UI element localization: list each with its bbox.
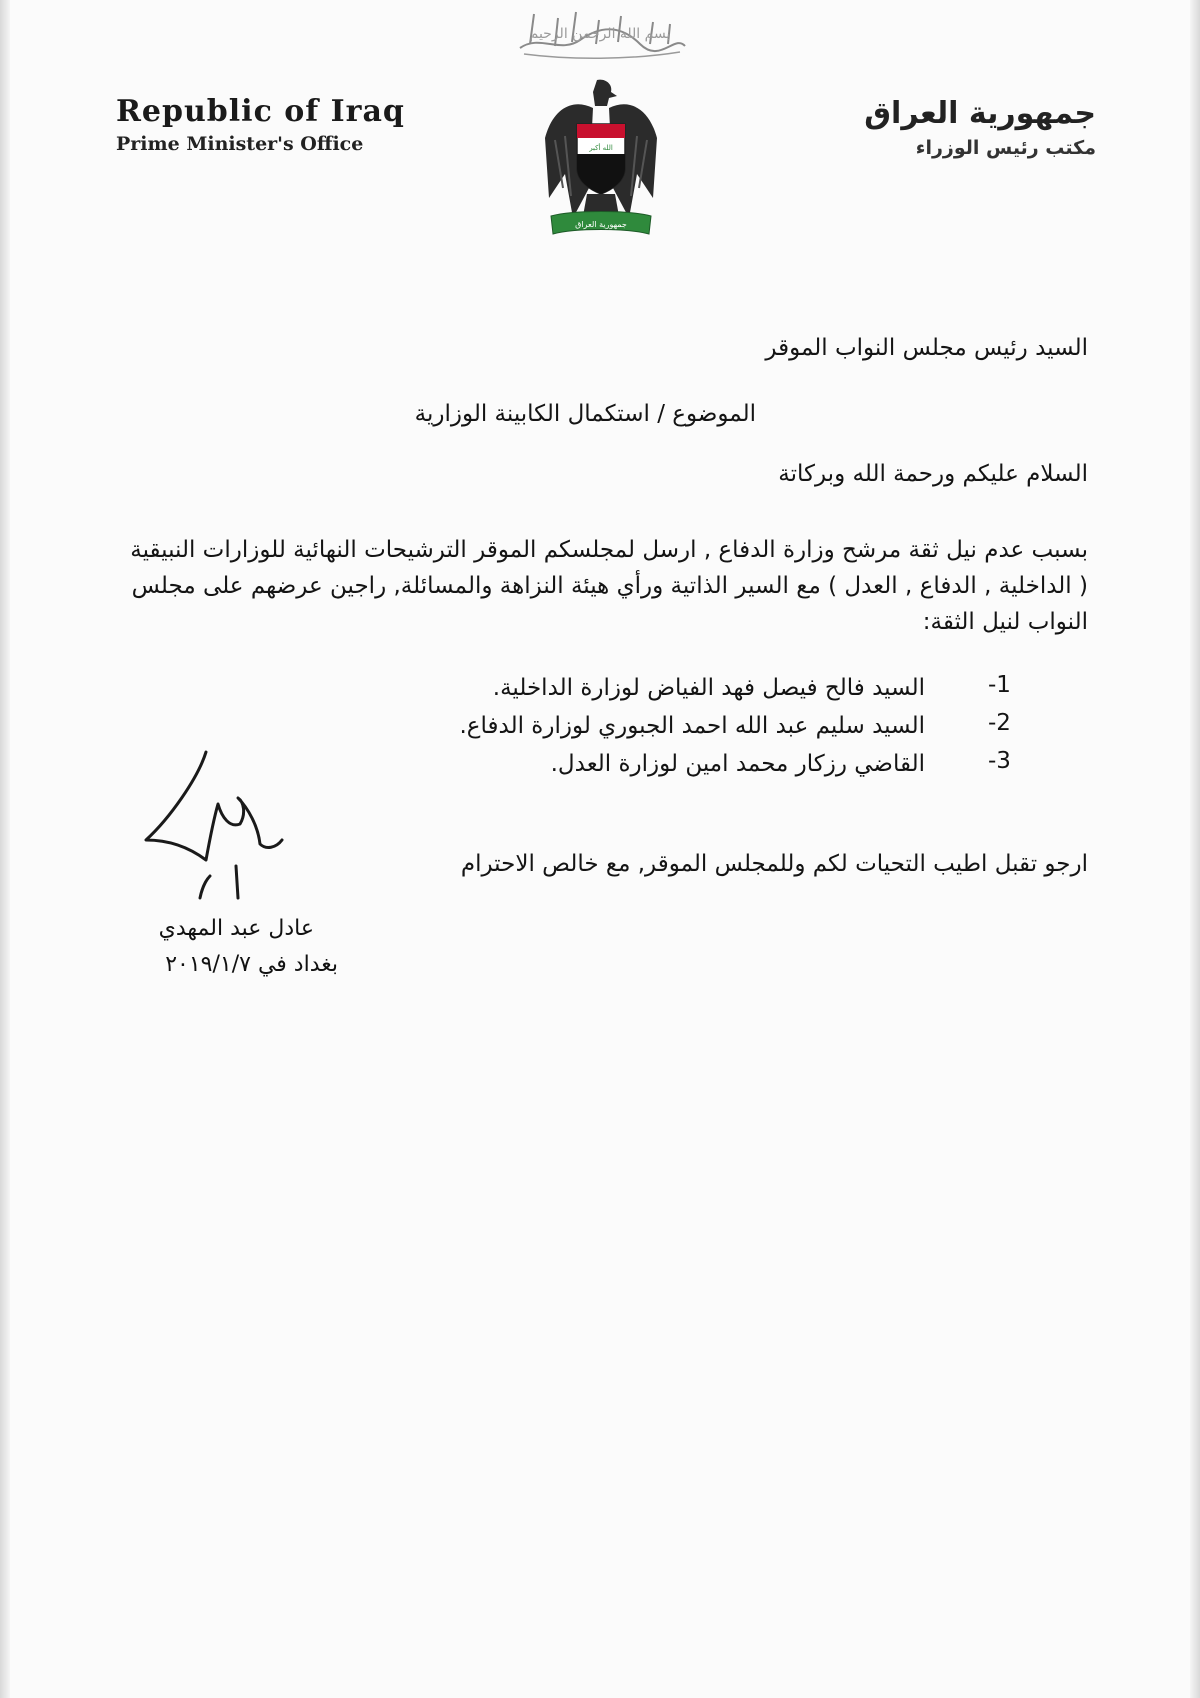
coat-of-arms-icon — [543, 78, 659, 240]
paragraph-line: بسبب عدم نيل ثقة مرشح وزارة الدفاع , ارسل لمجلسكم الموقر الترشيحات النهائية للوزارات النبيقية — [130, 537, 1088, 563]
page-edge-left — [0, 0, 10, 1698]
arabic-letterhead — [766, 96, 1096, 159]
arabic-subtitle: مكتب رئيس الوزراء — [915, 137, 1096, 159]
closing-line: ارجو تقبل اطيب التحيات لكم وللمجلس الموقر, مع خالص الاحترام — [460, 851, 1088, 877]
candidate-item-number: -2 — [988, 710, 1011, 736]
basmala-text: بسم الله الرحمن الرحيم — [529, 26, 671, 42]
arabic-title: جمهورية العراق — [864, 96, 1096, 131]
candidate-item-text: السيد فالح فيصل فهد الفياض لوزارة الداخلية. — [492, 675, 925, 701]
body-paragraph — [28, 532, 1088, 640]
english-subtitle: Prime Minister's Office — [116, 133, 364, 155]
paragraph-line: النواب لنيل الثقة: — [922, 609, 1088, 635]
signature-place-date: بغداد في ٢٠١٩/١/٧ — [165, 952, 338, 977]
candidate-item-text: القاضي رزكار محمد امين لوزارة العدل. — [550, 751, 925, 777]
basmala-calligraphy — [500, 4, 700, 62]
candidate-item-number: -3 — [988, 748, 1011, 774]
paragraph-line: ( الداخلية , الدفاع , العدل ) مع السير الذاتية ورأي هيئة النزاهة والمسائلة, راجين عرضهم على مجلس — [131, 573, 1088, 599]
handwritten-signature — [140, 748, 320, 918]
emblem-text: الله أكبر — [589, 144, 613, 152]
english-title: Republic of Iraq — [116, 94, 405, 129]
signatory-name: عادل عبد المهدي — [158, 916, 314, 941]
greeting-line: السلام عليكم ورحمة الله وبركاتة — [778, 461, 1088, 487]
candidate-item-number: -1 — [988, 672, 1011, 698]
english-letterhead — [116, 94, 416, 155]
page-edge-right — [1190, 0, 1200, 1698]
subject-line: الموضوع / استكمال الكابينة الوزارية — [414, 401, 756, 427]
recipient-line: السيد رئيس مجلس النواب الموقر — [765, 335, 1088, 361]
emblem-ribbon-text: جمهورية العراق — [575, 220, 627, 229]
candidate-item-text: السيد سليم عبد الله احمد الجبوري لوزارة الدفاع. — [459, 713, 925, 739]
